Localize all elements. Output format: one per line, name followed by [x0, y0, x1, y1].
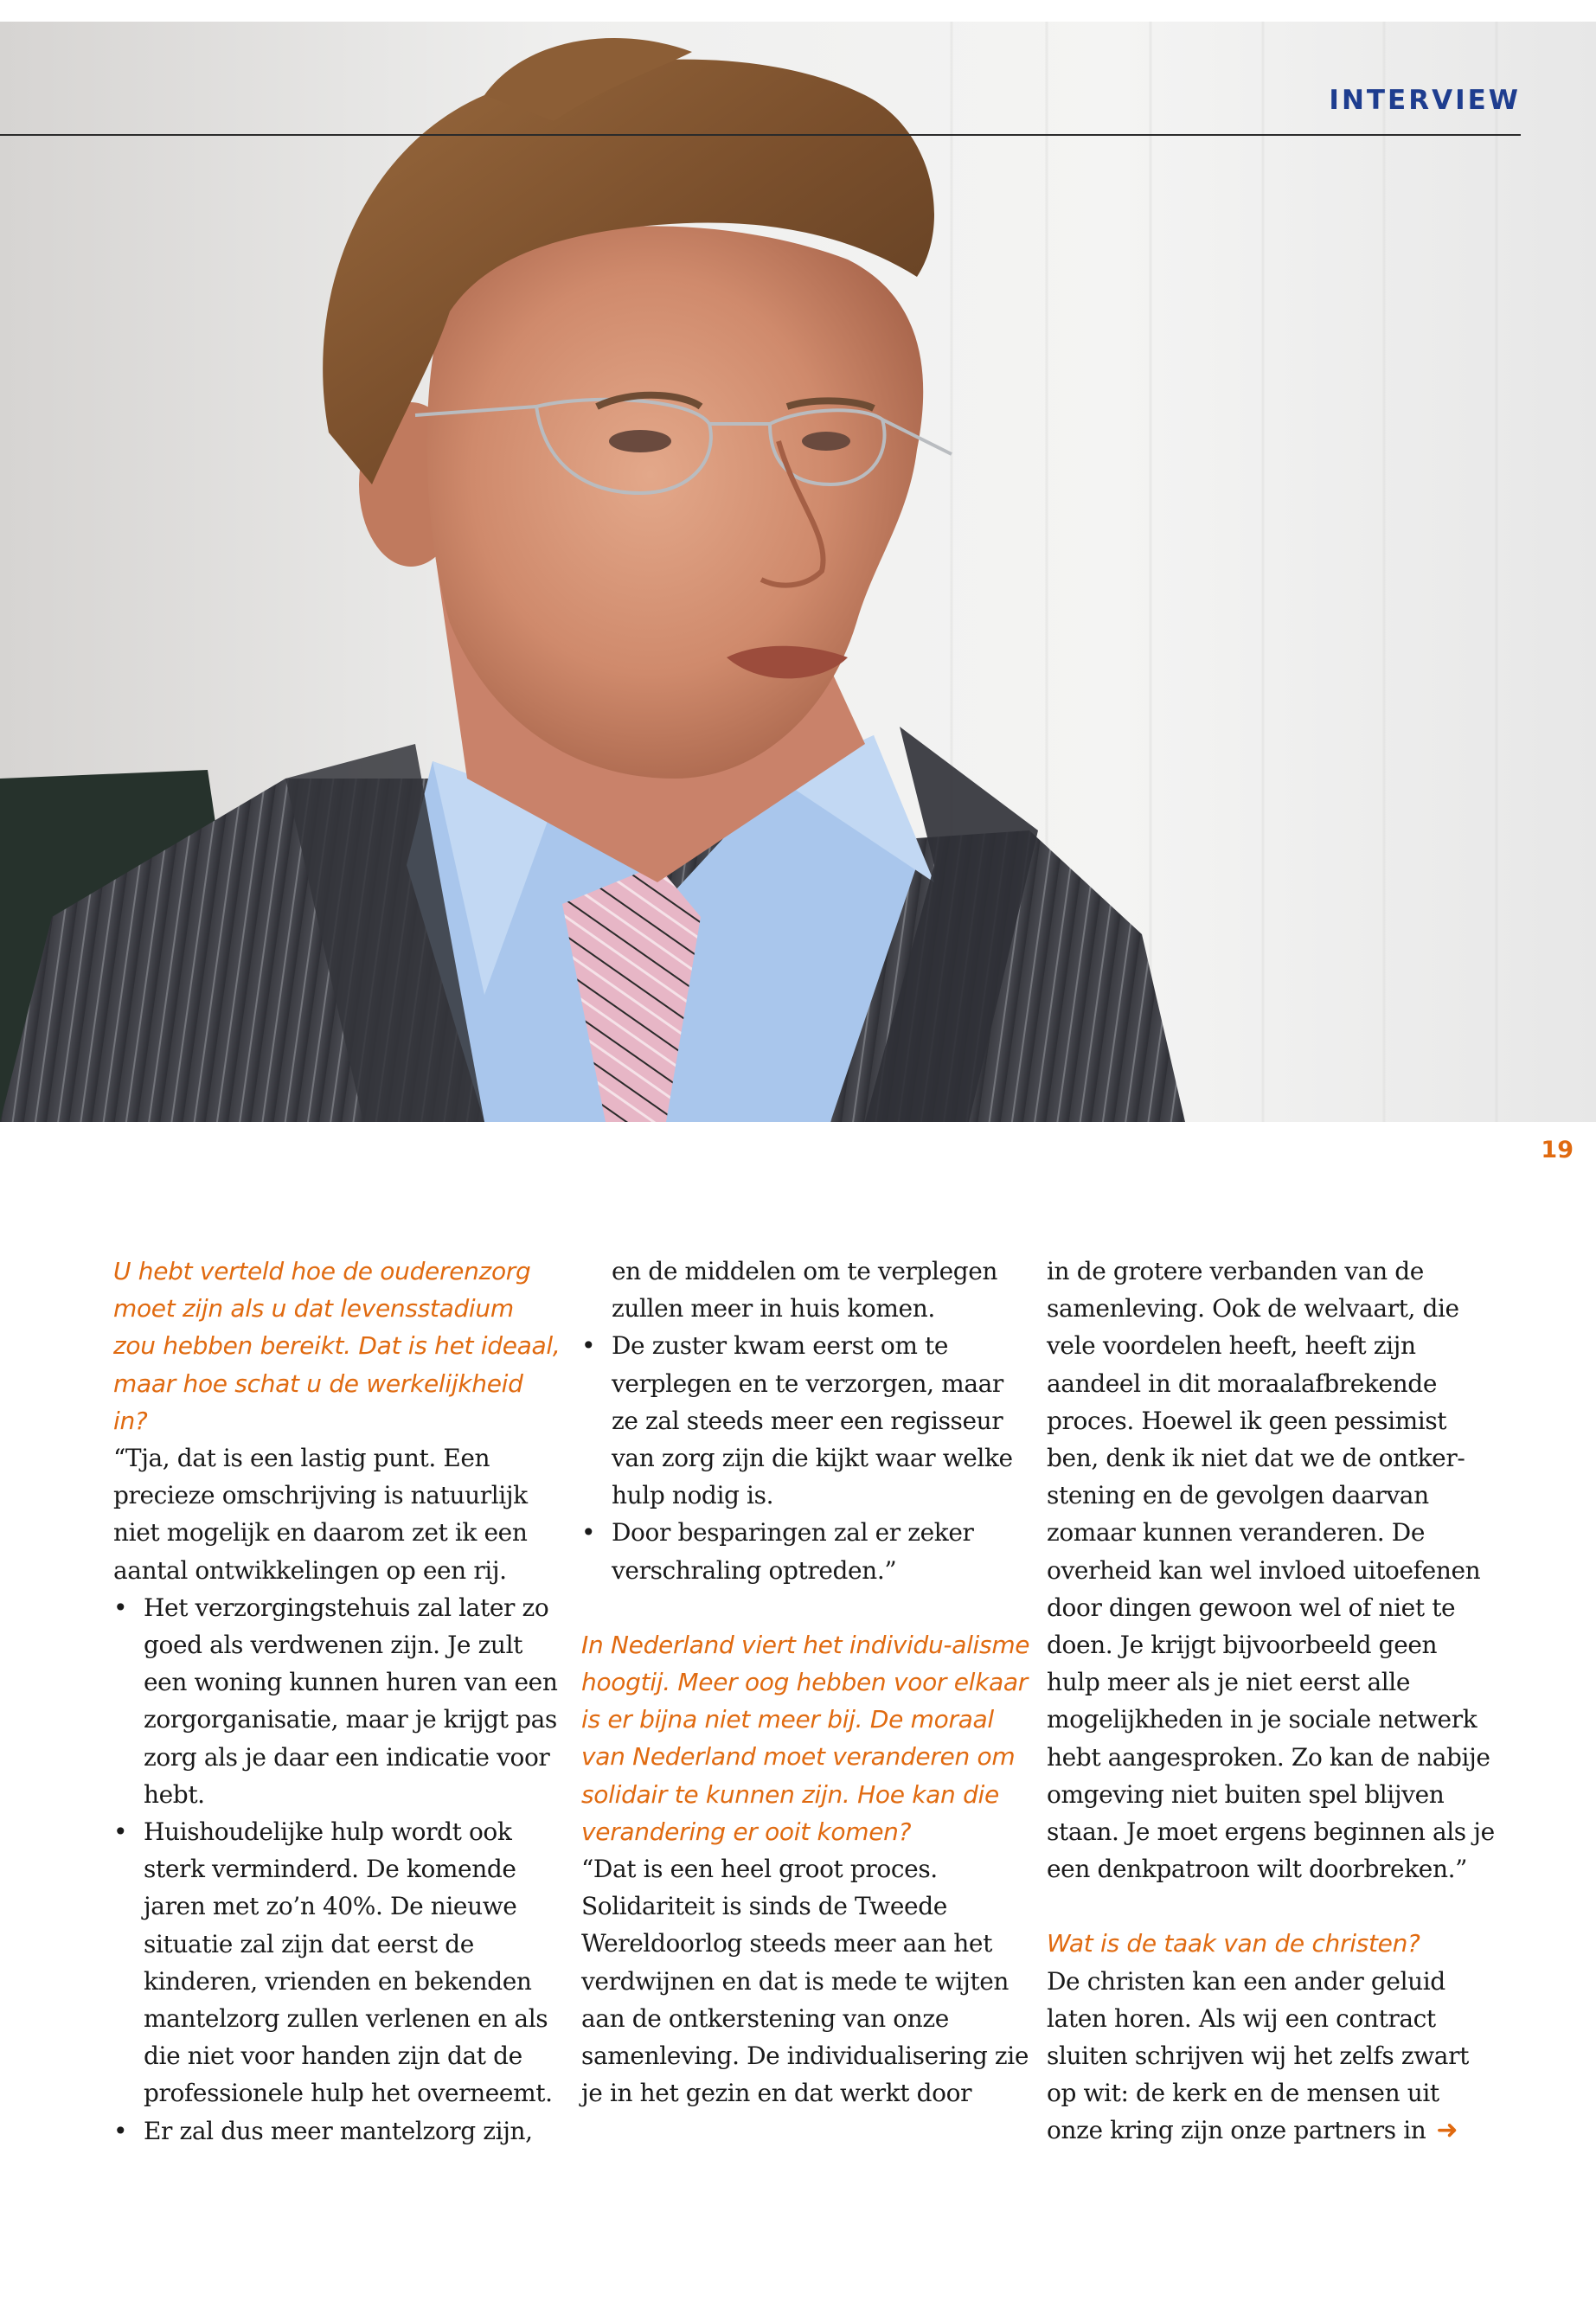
answer-3	[1047, 1963, 1497, 2150]
answer-3-text: De christen kan een ander geluid laten horen. Als wij een contract sluiten schrijven wij het zelfs zwart op wit: de kerk en de mensen uit onze kring zijn onze partners in	[1047, 1966, 1469, 2145]
header-rule	[0, 134, 1521, 136]
text-column-3	[1047, 1253, 1497, 2150]
answer-2-part-1: “Dat is een heel groot proces. Solidariteit is sinds de Tweede Wereldoorlog steeds meer aan het verdwijnen en dat is mede te wijten aan de ontkerstening van onze samenleving. De individualisering zie je in het gezin en dat werkt door	[581, 1855, 1029, 2108]
bullet-icon: •	[113, 1593, 128, 1622]
question-3: Wat is de taak van de christen?	[1047, 1929, 1420, 1958]
bullet-item: • Het verzorgingstehuis zal later zo goed als verdwenen zijn. Je zult een woning kunnen huren van een zorgorganisatie, maar je krijgt pas zorg als je daar een indicatie voor hebt.	[113, 1589, 563, 1813]
arrow-right-icon: ➜	[1436, 2115, 1458, 2146]
top-margin	[0, 0, 1596, 22]
bullet-item: • Door besparingen zal er zeker verschraling optreden.”	[581, 1514, 1031, 1588]
answer-1-intro: “Tja, dat is een lastig punt. Een precieze omschrijving is natuurlijk niet mogelijk en daarom zet ik een aantal ontwikkelingen op een rij.	[113, 1444, 528, 1585]
section-label: INTERVIEW	[1329, 85, 1521, 116]
bullet-icon: •	[581, 1331, 596, 1361]
bullet-item: • Huishoudelijke hulp wordt ook sterk verminderd. De komende jaren met zo’n 40%. De nieuwe situatie zal zijn dat eerst de kinderen, vrienden en bekenden mantelzorg zullen verlenen en als die niet voor handen zijn dat de professionele hulp het overneemt.	[113, 1813, 563, 2112]
portrait-photo	[0, 0, 1596, 1122]
page-number: 19	[1541, 1137, 1574, 1163]
bullet-list-2	[581, 1253, 1031, 1589]
bullet-icon: •	[581, 1518, 596, 1548]
answer-2-part-2: in de grotere verbanden van de samenleving. Ook de welvaart, die vele voordelen heeft, heeft zijn aandeel in dit moraalafbrekende proces. Hoewel ik geen pessimist ben, denk ik niet dat we de ontker-stening en de gevolgen daarvan zomaar kunnen veranderen. De overheid kan wel invloed uitoefenen door dingen gewoon wel of niet te doen. Je krijgt bijvoorbeeld geen hulp meer als je niet eerst alle mogelijkheden in je sociale netwerk hebt aangesproken. Zo kan de nabije omgeving niet buiten spel blijven staan. Je moet ergens beginnen als je een denkpatroon wilt doorbreken.”	[1047, 1257, 1495, 1884]
bullet-icon: •	[113, 1817, 128, 1847]
text-column-1	[113, 1253, 563, 2150]
text-column-2	[581, 1253, 1031, 2112]
bullet-icon: •	[113, 2116, 128, 2145]
question-1: U hebt verteld hoe de ouderenzorg moet zijn als u dat levensstadium zou hebben bereikt. Dat is het ideaal, maar hoe schat u de werkelijkheid in?	[113, 1257, 561, 1435]
bullet-item: • Er zal dus meer mantelzorg zijn,	[113, 2112, 563, 2150]
bullet-continuation: en de middelen om te verplegen zullen meer in huis komen.	[612, 1257, 998, 1324]
bullet-item: • De zuster kwam eerst om te verplegen en te verzorgen, maar ze zal steeds meer een regisseur van zorg zijn die kijkt waar welke hulp nodig is.	[581, 1327, 1031, 1514]
portrait-illustration	[0, 0, 1596, 1122]
bullet-list-1	[113, 1589, 563, 2150]
question-2: In Nederland viert het individu-alisme hoogtij. Meer oog hebben voor elkaar is er bijna niet meer bij. De moraal van Nederland moet veranderen om solidair te kunnen zijn. Hoe kan die verandering er ooit komen?	[581, 1630, 1030, 1846]
